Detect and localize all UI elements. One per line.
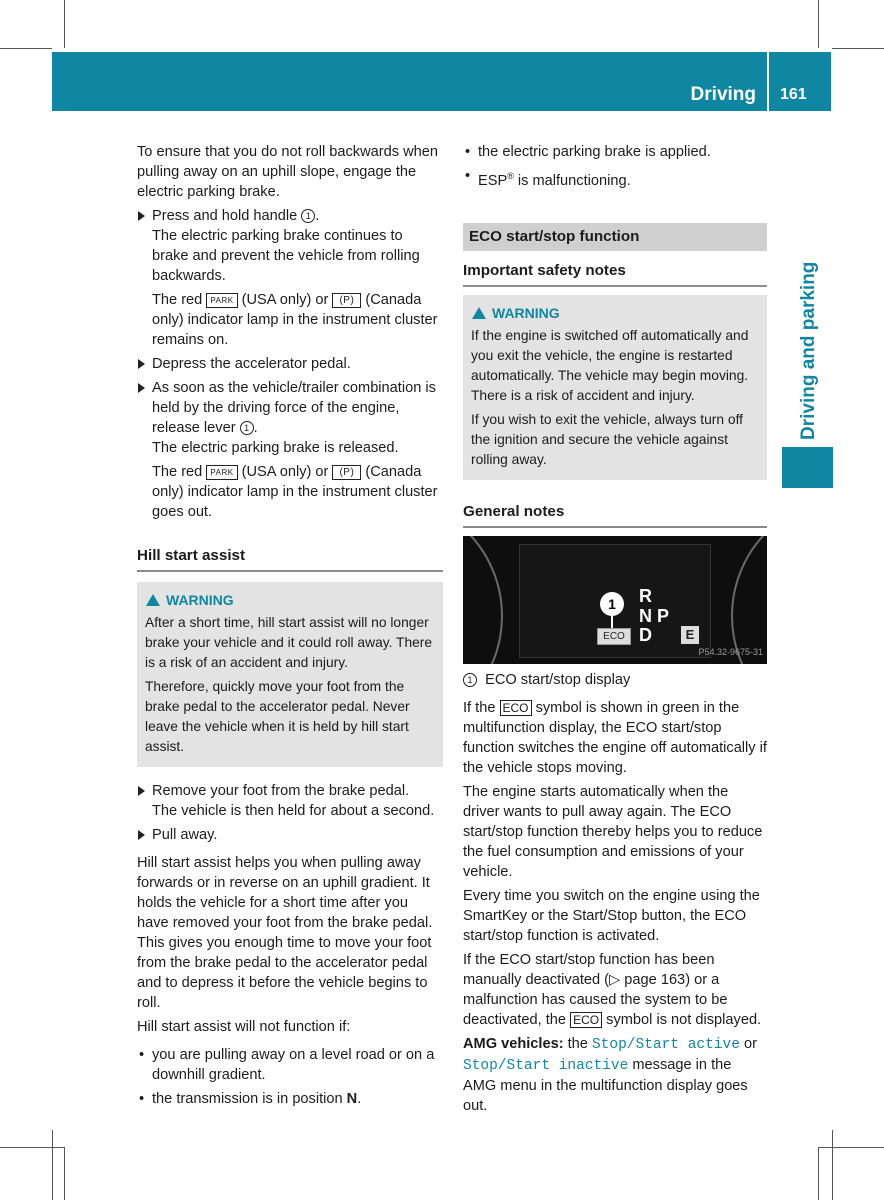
lamp-note: [137, 462, 443, 522]
section-band-heading: ECO start/stop function: [463, 223, 767, 251]
page-number: 161: [780, 86, 807, 103]
bullet-item: [137, 1089, 443, 1109]
body-paragraph: The engine starts automatically when the driver wants to pull away again. The ECO start/stop function thereby helps you to reduce the fuel consumption and emissions of your vehicle.: [463, 783, 763, 880]
registered-mark: ®: [507, 171, 514, 181]
body-text: If the ECO start/stop function has been manually deactivated (: [463, 951, 715, 988]
bullet-text: .: [357, 1091, 362, 1107]
warning-icon: [146, 594, 160, 606]
lamp-text: (USA only) or: [237, 292, 333, 308]
crop-mark: [64, 1147, 65, 1200]
e-mode-icon: E: [681, 626, 699, 644]
gear-r: R: [639, 585, 652, 606]
step-result: The vehicle is then held for about a second.: [152, 803, 435, 819]
warning-text: After a short time, hill start assist will no longer brake your vehicle and it could roll away. There is a risk of an accident and injury.: [145, 615, 433, 670]
lamp-note: [137, 290, 443, 350]
body-paragraph: Every time you switch on the engine using the SmartKey or the Start/Stop button, the ECO start/stop function is activated.: [463, 887, 760, 944]
body-text: or: [739, 1035, 757, 1052]
warning-header: [145, 590, 435, 610]
step-text: As soon as the vehicle/trailer combination is held by the driving force of the engine, release lever: [152, 380, 436, 436]
step-arrow-icon: [138, 383, 145, 393]
crop-mark: [818, 1147, 884, 1148]
section-heading: Hill start assist: [137, 546, 443, 572]
gear-n-p: N P: [639, 605, 670, 626]
eco-symbol-icon: ECO: [597, 628, 631, 645]
instrument-cluster-image: [463, 536, 767, 664]
section-title: Driving: [690, 84, 756, 105]
step-result: The electric parking brake is released.: [152, 440, 399, 456]
eco-symbol-icon: ECO: [500, 700, 532, 716]
caption-text: ECO start/stop display: [485, 671, 631, 688]
bullet-text: ESP: [478, 172, 508, 189]
body-paragraph: [463, 698, 767, 778]
lamp-text: The red: [152, 292, 207, 308]
body-text: symbol is shown in green in the multifunction display, the ECO start/stop function switches the engine off automatically if the vehicle stops moving.: [463, 699, 767, 776]
subsection-heading: General notes: [463, 502, 767, 528]
step-arrow-icon: [138, 830, 145, 840]
callout-icon: 1: [301, 209, 315, 223]
amg-label: AMG vehicles:: [463, 1035, 564, 1052]
warning-icon: [472, 307, 486, 319]
bullet-text: you are pulling away on a level road or on a downhill gradient.: [152, 1047, 435, 1083]
crop-mark: [52, 1130, 53, 1200]
body-paragraph: [463, 1034, 767, 1116]
crop-mark: [64, 0, 65, 48]
parking-p-lamp-icon: (P): [332, 293, 361, 308]
bullet-item: [137, 1045, 443, 1085]
bullet-dot: •: [139, 1091, 145, 1107]
bullet-text: the electric parking brake is applied.: [478, 144, 711, 160]
lamp-text: The red: [152, 464, 207, 480]
image-reference: P54.32-9675-31: [698, 646, 763, 657]
park-lamp-icon: PARK: [206, 293, 237, 308]
step-arrow-icon: [138, 786, 145, 796]
bullet-text: is malfunctioning.: [513, 172, 631, 189]
crop-mark: [0, 1147, 64, 1148]
body-paragraph: [463, 950, 767, 1030]
bullet-text: the transmission is in position: [152, 1091, 347, 1107]
crop-mark: [832, 48, 884, 49]
warning-label: WARNING: [492, 304, 560, 321]
lamp-p-label: P: [343, 295, 351, 306]
display-message: Stop/Start inactive: [463, 1057, 629, 1074]
bullet-dot: •: [465, 144, 471, 160]
warning-text: If you wish to exit the vehicle, always turn off the ignition and secure the vehicle against rolling away.: [471, 411, 743, 467]
callout-icon: 1: [463, 673, 477, 687]
warning-box: [137, 582, 443, 767]
crop-mark: [832, 1130, 833, 1200]
side-tab-marker: [782, 447, 833, 488]
step-arrow-icon: [138, 211, 145, 221]
parking-p-lamp-icon: (P): [332, 465, 361, 480]
step-text: Remove your foot from the brake pedal.: [152, 783, 410, 799]
callout-line: [611, 616, 613, 628]
bullet-item: [463, 166, 767, 191]
warning-box: [463, 295, 767, 480]
body-text: message in the AMG menu in the multifunction display goes out.: [463, 1056, 748, 1114]
header-separator: [767, 52, 769, 111]
park-lamp-icon: PARK: [206, 465, 237, 480]
instruction-step: As soon as the vehicle/trailer combination is held by the driving force of the engine, release lever 1 .: [137, 378, 443, 438]
body-text: If the: [463, 699, 500, 716]
instruction-step: Press and hold handle 1 .: [137, 206, 443, 226]
right-column: [463, 142, 767, 1116]
instruction-step: [137, 825, 443, 845]
warning-header: [471, 303, 759, 323]
crop-mark: [818, 0, 819, 48]
instruction-step: [137, 354, 443, 374]
body-text: symbol is not displayed.: [602, 1011, 762, 1028]
warning-text: Therefore, quickly move your foot from the brake pedal to the accelerator pedal. Never leave the vehicle when it is held by hill start assist.: [145, 679, 410, 754]
gear-d: D: [639, 624, 652, 645]
eco-symbol-icon: ECO: [570, 1012, 602, 1028]
instruction-step: [137, 781, 443, 801]
intro-paragraph: To ensure that you do not roll backwards when pulling away on an uphill slope, engage the electric parking brake.: [137, 144, 438, 200]
page-reference-link[interactable]: ▷ page 163: [609, 971, 686, 988]
callout-marker: 1: [600, 592, 624, 616]
step-text: Depress the accelerator pedal.: [152, 356, 351, 372]
bullet-item: [463, 142, 767, 162]
crop-mark: [818, 1147, 819, 1200]
body-text: ) or a malfunction has caused the system to be deactivated, the: [463, 971, 728, 1028]
bullet-dot: •: [465, 168, 471, 184]
subsection-heading: Important safety notes: [463, 261, 767, 287]
body-paragraph: Hill start assist helps you when pulling away forwards or in reverse on an uphill gradient. It holds the vehicle for a short time after you have removed your foot from the brake pedal. This gives you enough time to move your foot from the brake pedal to the accelerator pedal and to depress it before the vehicle begins to roll.: [137, 855, 433, 1011]
body-text: the: [563, 1035, 592, 1052]
side-tab-label: Driving and parking: [798, 261, 819, 440]
lamp-text: (Canada only) indicator lamp in the instrument cluster goes out.: [152, 464, 438, 520]
gear-position: N: [346, 1091, 358, 1107]
speedometer-arc: [463, 536, 503, 664]
bullet-dot: •: [139, 1047, 145, 1063]
step-text: Press and hold handle: [152, 208, 302, 224]
warning-text: If the engine is switched off automatically and you exit the vehicle, the engine is restarted automatically. The vehicle may begin moving. There is a risk of accident and injury.: [471, 327, 749, 403]
left-column: [137, 142, 443, 1109]
step-result: The electric parking brake continues to brake and prevent the vehicle from rolling backwards.: [152, 228, 420, 284]
body-paragraph: Hill start assist will not function if:: [137, 1019, 351, 1035]
lamp-text: (Canada only) indicator lamp in the instrument cluster remains on.: [152, 292, 438, 348]
warning-label: WARNING: [166, 592, 234, 608]
lamp-text: (USA only) or: [237, 464, 333, 480]
display-message: Stop/Start active: [591, 1036, 740, 1053]
step-text: Pull away.: [152, 827, 218, 843]
callout-icon: 1: [240, 421, 254, 435]
crop-mark: [0, 48, 52, 49]
lamp-p-label: P: [343, 467, 351, 478]
figure-caption: [463, 670, 767, 690]
step-arrow-icon: [138, 359, 145, 369]
